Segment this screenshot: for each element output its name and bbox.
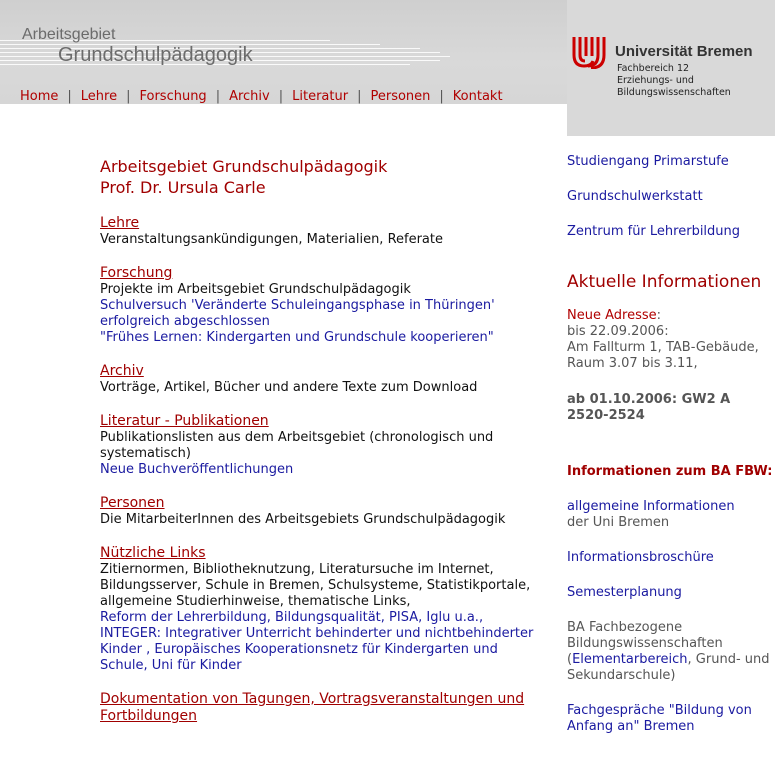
sidebar bbox=[567, 154, 775, 735]
site-title-line1: Arbeitsgebiet bbox=[22, 26, 116, 43]
nav-literatur[interactable]: Literatur bbox=[292, 89, 349, 104]
sidebar-link-fachgespraeche[interactable]: Fachgespräche "Bildung von Anfang an" Bremen bbox=[567, 703, 752, 734]
section-text: Vorträge, Artikel, Bücher und andere Texte zum Download bbox=[100, 380, 478, 395]
main-content bbox=[100, 156, 540, 725]
section-title-dokumentation[interactable]: Dokumentation von Tagungen, Vortragsveranstaltungen und Fortbildungen bbox=[100, 691, 525, 724]
link-reform-lehrerbildung[interactable]: Reform der Lehrerbildung bbox=[100, 610, 267, 625]
sidebar-link-grundschulwerkstatt[interactable]: Grundschulwerkstatt bbox=[567, 189, 703, 204]
university-name[interactable]: Universität Bremen bbox=[615, 43, 753, 60]
sidebar-link-primarstufe[interactable]: Studiengang Primarstufe bbox=[567, 154, 729, 169]
link-uni-fuer-kinder[interactable]: Uni für Kinder bbox=[151, 658, 242, 673]
section-text: Publikationslisten aus dem Arbeitsgebiet (chronologisch und systematisch) bbox=[100, 430, 494, 461]
link-schulversuch[interactable]: Schulversuch 'Veränderte Schuleingangsphase in Thüringen' erfolgreich abgeschlossen bbox=[100, 298, 495, 329]
sidebar-info-title: Aktuelle Informationen bbox=[567, 272, 762, 292]
university-header-block bbox=[567, 0, 775, 136]
section-forschung bbox=[100, 265, 540, 346]
section-title-literatur[interactable]: Literatur - Publikationen bbox=[100, 413, 269, 429]
section-text: Die MitarbeiterInnen des Arbeitsgebiets Grundschulpädagogik bbox=[100, 512, 506, 527]
address-label: Neue Adresse bbox=[567, 308, 657, 323]
section-title-personen[interactable]: Personen bbox=[100, 495, 165, 511]
sidebar-link-elementarbereich[interactable]: Elementarbereich bbox=[572, 652, 688, 667]
university-logo-icon[interactable] bbox=[571, 35, 611, 69]
address-block: Neue Adresse: bis 22.09.2006: Am Fallturm 1, TAB-Gebäude, Raum 3.07 bis 3.11, bbox=[567, 308, 759, 371]
new-address-bold: ab 01.10.2006: GW2 A 2520-2524 bbox=[567, 392, 731, 423]
nav-lehre[interactable]: Lehre bbox=[80, 89, 118, 104]
link-fruehes-lernen[interactable]: "Frühes Lernen: Kindergarten und Grundschule kooperieren" bbox=[100, 330, 494, 345]
section-title-archiv[interactable]: Archiv bbox=[100, 363, 144, 379]
section-text: Veranstaltungsankündigungen, Materialien, Referate bbox=[100, 232, 443, 247]
link-pisa[interactable]: PISA bbox=[389, 610, 419, 625]
nav-archiv[interactable]: Archiv bbox=[229, 89, 270, 104]
section-title-lehre[interactable]: Lehre bbox=[100, 215, 140, 231]
sidebar-link-informationsbroschuere[interactable]: Informationsbroschüre bbox=[567, 550, 714, 565]
section-links bbox=[100, 545, 540, 674]
section-text: Projekte im Arbeitsgebiet Grundschulpädagogik bbox=[100, 282, 411, 297]
link-kooperationsnetz[interactable]: Europäisches Kooperationsnetz für Kindergarten und Schule bbox=[100, 642, 498, 673]
section-dokumentation bbox=[100, 691, 540, 725]
site-header bbox=[0, 0, 567, 104]
ba-fachbezogene-text: BA Fachbezogene Bildungswissenschaften (Elementarbereich, Grund- und Sekundarschule) bbox=[567, 620, 770, 683]
nav-personen[interactable]: Personen bbox=[370, 89, 431, 104]
ba-general-info: allgemeine Informationen der Uni Bremen bbox=[567, 499, 775, 531]
section-lehre bbox=[100, 215, 540, 248]
section-archiv bbox=[100, 363, 540, 396]
section-literatur bbox=[100, 413, 540, 478]
link-bildungsqualitaet[interactable]: Bildungsqualität bbox=[275, 610, 381, 625]
nav-kontakt[interactable]: Kontakt bbox=[452, 89, 503, 104]
link-buchveroeffentlichungen[interactable]: Neue Buchveröffentlichungen bbox=[100, 462, 294, 477]
nav-forschung[interactable]: Forschung bbox=[139, 89, 207, 104]
ba-info-title: Informationen zum BA FBW: bbox=[567, 464, 773, 479]
section-text: Zitiernormen, Bibliotheknutzung, Literatursuche im Internet, Bildungsserver, Schule in Bremen, Schulsysteme, Statistikportale, allgemeine Studierhinweise, thematische Links, bbox=[100, 562, 531, 609]
sidebar-link-allgemeine-informationen[interactable]: allgemeine Informationen bbox=[567, 499, 735, 514]
site-title-line2: Grundschulpädagogik bbox=[58, 44, 253, 66]
nav-home[interactable]: Home bbox=[20, 89, 59, 104]
faculty-label: Fachbereich 12 Erziehungs- und Bildungswissenschaften bbox=[617, 63, 731, 98]
link-integer[interactable]: INTEGER: Integrativer Unterricht behinderter und nichtbehinderter Kinder bbox=[100, 626, 534, 657]
sidebar-link-semesterplanung[interactable]: Semesterplanung bbox=[567, 585, 682, 600]
page-heading: Arbeitsgebiet Grundschulpädagogik Prof. Dr. Ursula Carle bbox=[100, 157, 388, 197]
section-title-forschung[interactable]: Forschung bbox=[100, 265, 173, 281]
top-navigation: Home | Lehre | Forschung | Archiv | Literatur | Personen | Kontakt bbox=[20, 89, 503, 104]
section-title-links[interactable]: Nützliche Links bbox=[100, 545, 206, 561]
sidebar-link-lehrerbildung[interactable]: Zentrum für Lehrerbildung bbox=[567, 224, 741, 239]
link-iglu[interactable]: Iglu u.a. bbox=[426, 610, 479, 625]
links-list: Reform der Lehrerbildung, Bildungsqualität, PISA, Iglu u.a., INTEGER: Integrativer Unterricht behinderter und nichtbehinderter Kinder , Europäisches Kooperationsnetz für Kindergarten und Schule, Uni für Kinder bbox=[100, 610, 534, 673]
section-personen bbox=[100, 495, 540, 528]
